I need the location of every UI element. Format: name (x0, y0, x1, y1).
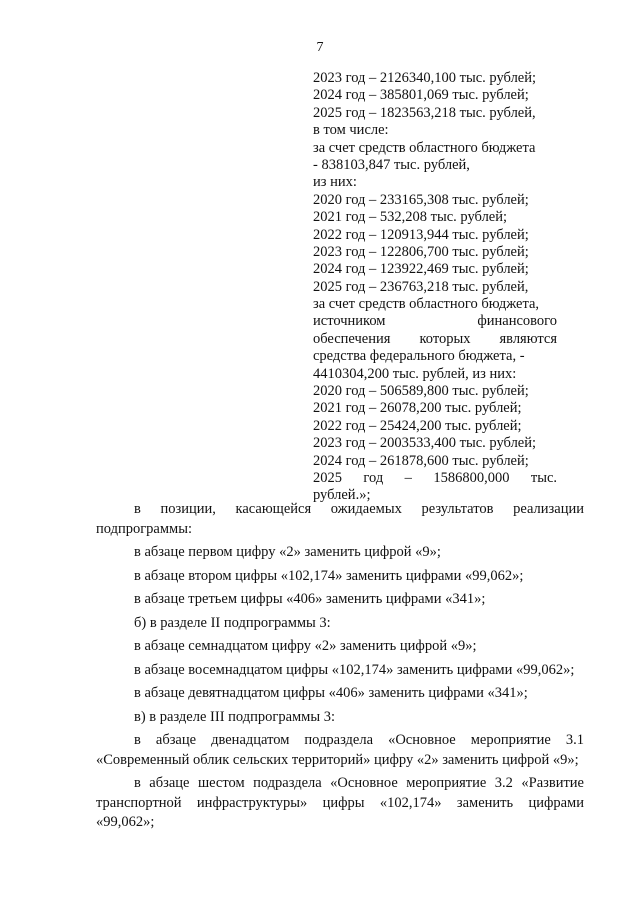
funding-line: 4410304,200 тыс. рублей, из них: (313, 365, 517, 382)
funding-line: средства федерального бюджета, - (313, 348, 525, 365)
word: – (404, 469, 412, 486)
paragraph: в позиции, касающейся ожидаемых результатов реализации подпрограммы: (96, 501, 584, 537)
funding-line: 2023 год – 122806,700 тыс. рублей; (313, 243, 529, 260)
paragraph: б) в разделе II подпрограммы 3: (134, 614, 331, 631)
word: являются (499, 330, 557, 347)
funding-line: 2025 год – 236763,218 тыс. рублей, (313, 278, 529, 295)
paragraph: в абзаце втором цифры «102,174» заменить цифрами «99,062»; (134, 567, 524, 584)
funding-line-justified (313, 331, 557, 348)
page-number: 7 (316, 40, 324, 55)
paragraph: в абзаце девятнадцатом цифры «406» заменить цифрами «341»; (134, 685, 528, 701)
paragraph: в абзаце двенадцатом подраздела «Основное мероприятие 3.1 «Современный облик сельских территорий» цифру «2» заменить цифрой «9»; (96, 732, 584, 768)
paragraph: в) в разделе III подпрограммы 3: (134, 708, 336, 725)
word: которых (419, 330, 471, 347)
funding-line: 2022 год – 25424,200 тыс. рублей; (313, 417, 522, 434)
word: 1586800,000 (433, 469, 510, 486)
word: тыс. (530, 469, 557, 486)
paragraph: в абзаце семнадцатом цифру «2» заменить цифрой «9»; (134, 638, 477, 654)
word: 2025 (313, 469, 342, 486)
paragraph: в абзаце шестом подраздела «Основное мероприятие 3.2 «Развитие транспортной инфраструктуры» цифры «102,174» заменить цифрами «99,062»; (96, 775, 584, 830)
funding-line: - 838103,847 тыс. рублей, (313, 156, 470, 173)
funding-line: за счет средств областного бюджета, (313, 296, 540, 313)
funding-column (313, 70, 557, 505)
funding-line: 2024 год – 385801,069 тыс. рублей; (313, 87, 529, 104)
word: год (363, 469, 384, 486)
word: источником (313, 313, 386, 330)
funding-line: в том числе: (313, 122, 389, 139)
paragraph: в абзаце первом цифру «2» заменить цифрой «9»; (134, 544, 441, 560)
word: обеспечения (313, 330, 391, 347)
paragraph: в абзаце третьем цифры «406» заменить цифрами «341»; (134, 591, 486, 607)
funding-line: 2021 год – 26078,200 тыс. рублей; (313, 400, 522, 417)
funding-line-justified (313, 470, 557, 487)
funding-line-justified (313, 313, 557, 330)
funding-line: 2024 год – 261878,600 тыс. рублей; (313, 452, 529, 469)
funding-line: 2023 год – 2126340,100 тыс. рублей; (313, 70, 537, 86)
funding-line: 2022 год – 120913,944 тыс. рублей; (313, 226, 529, 243)
word: финансового (477, 313, 557, 330)
funding-line: из них: (313, 174, 357, 191)
funding-line: 2023 год – 2003533,400 тыс. рублей; (313, 435, 537, 452)
funding-line: 2021 год – 532,208 тыс. рублей; (313, 209, 508, 226)
funding-line: 2025 год – 1823563,218 тыс. рублей, (313, 104, 536, 121)
funding-line: 2020 год – 506589,800 тыс. рублей; (313, 383, 529, 400)
funding-line: 2024 год – 123922,469 тыс. рублей; (313, 261, 529, 278)
funding-line: рублей.»; (313, 487, 371, 504)
paragraph: в абзаце восемнадцатом цифры «102,174» заменить цифрами «99,062»; (134, 661, 575, 678)
funding-line: 2020 год – 233165,308 тыс. рублей; (313, 191, 529, 208)
funding-line: за счет средств областного бюджета (313, 139, 536, 156)
amendment-text (96, 500, 584, 837)
